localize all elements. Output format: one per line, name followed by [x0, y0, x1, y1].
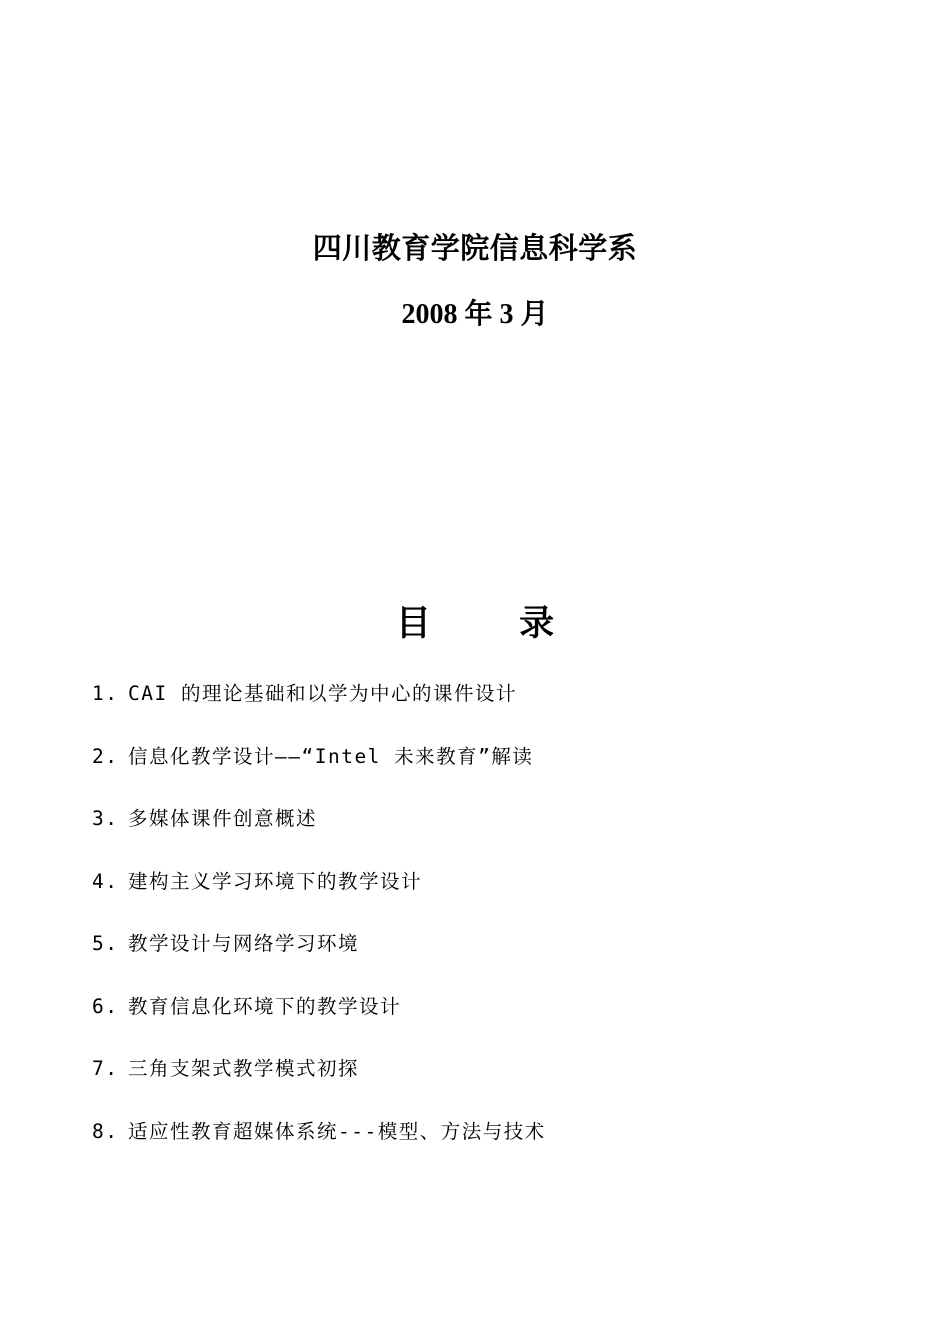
toc-item-title: 信息化教学设计——“Intel 未来教育”解读	[128, 744, 534, 768]
toc-heading: 目 录	[395, 604, 593, 644]
toc-item-8	[92, 1114, 872, 1177]
toc-item-title: 教育信息化环境下的教学设计	[128, 994, 402, 1018]
toc-item-4	[92, 864, 872, 927]
toc-item-title: 三角支架式教学模式初探	[128, 1057, 360, 1080]
toc-item-7	[92, 1051, 872, 1114]
table-of-contents	[92, 676, 872, 1176]
toc-item-number: 3.	[92, 807, 119, 830]
toc-item-title: 多媒体课件创意概述	[128, 807, 318, 830]
toc-item-3	[92, 801, 872, 864]
toc-item-number: 8.	[92, 1119, 119, 1143]
toc-item-title: 教学设计与网络学习环境	[128, 932, 360, 955]
organization-title: 四川教育学院信息科学系	[312, 231, 638, 265]
toc-item-number: 5.	[92, 932, 119, 955]
toc-item-number: 4.	[92, 869, 119, 893]
toc-item-6	[92, 989, 872, 1052]
toc-item-number: 2.	[92, 744, 119, 768]
toc-item-number: 1.	[92, 682, 119, 705]
toc-item-title: 建构主义学习环境下的教学设计	[128, 869, 423, 893]
toc-item-number: 7.	[92, 1057, 119, 1080]
publication-date: 2008 年 3 月	[401, 299, 549, 330]
toc-item-2	[92, 739, 872, 802]
toc-item-title: CAI 的理论基础和以学为中心的课件设计	[128, 682, 517, 705]
toc-item-1	[92, 676, 872, 739]
toc-item-number: 6.	[92, 994, 119, 1018]
toc-item-title: 适应性教育超媒体系统---模型、方法与技术	[128, 1119, 546, 1143]
toc-item-5	[92, 926, 872, 989]
